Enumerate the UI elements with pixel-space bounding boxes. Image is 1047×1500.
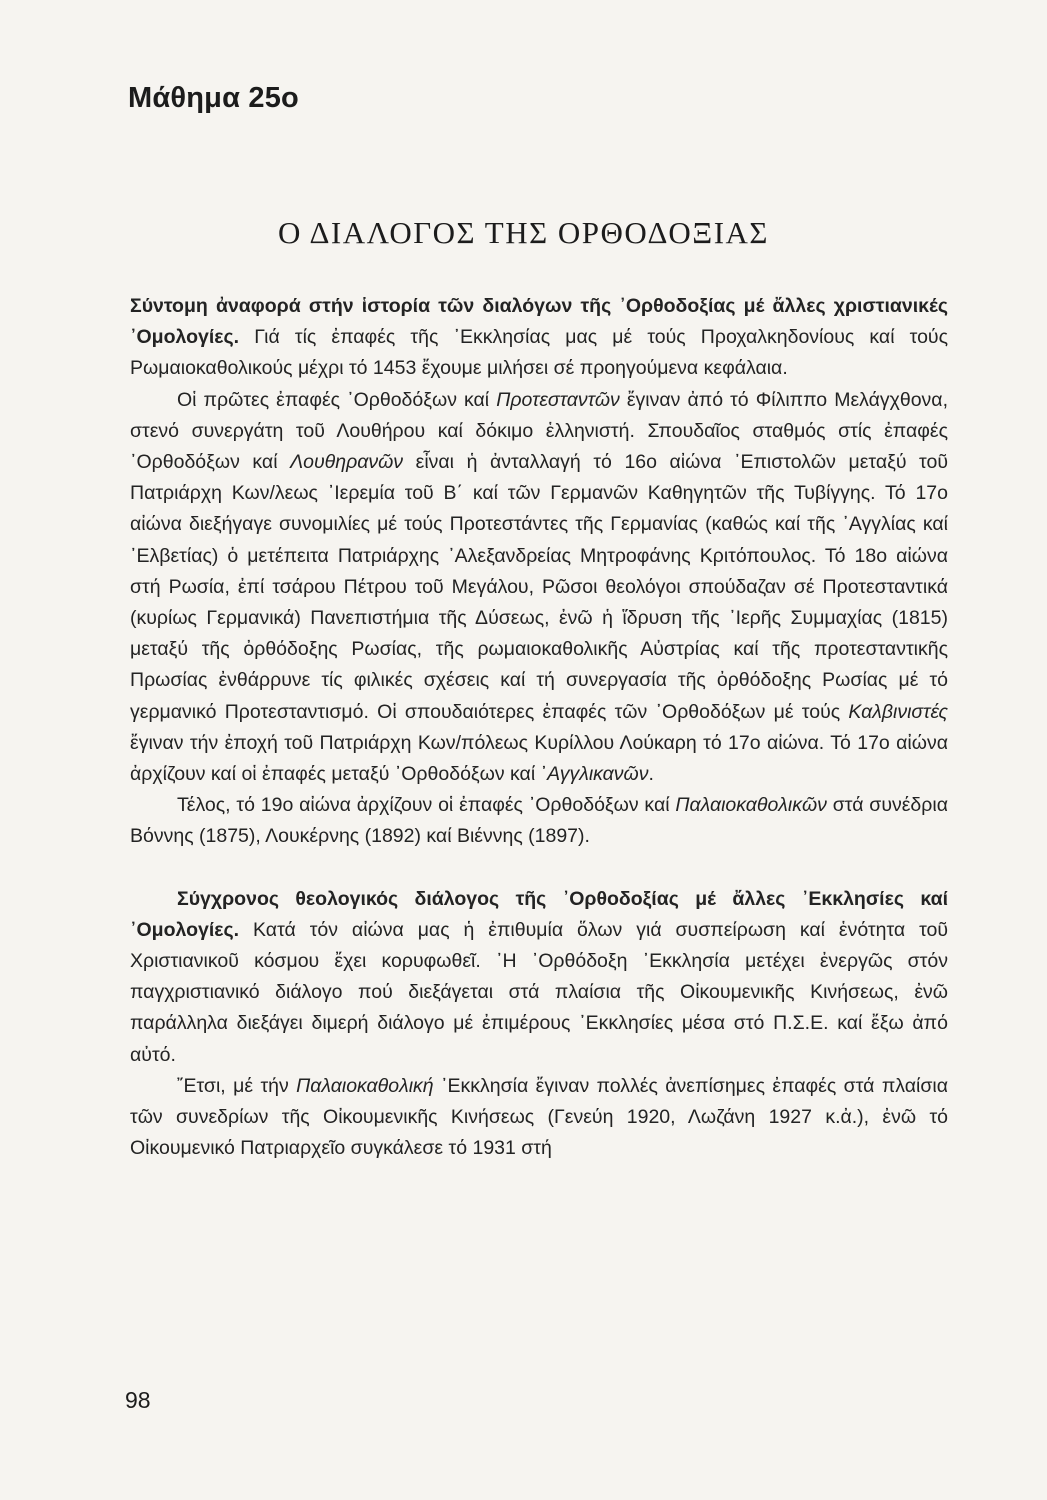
paragraph-old-catholic-church: [130, 1071, 948, 1165]
section-heading-modern: Σύγχρονος θεολογικός διάλογος τῆς ᾽Ορθοδοξίας μέ ἄλλες ᾽Εκκλησίες καί ᾽Ομολογίες.: [130, 887, 948, 941]
text-run: ῎Ετσι, μέ τήν: [177, 1074, 297, 1097]
body-text: [130, 291, 948, 1164]
italic-term: Παλαιοκαθολική: [296, 1074, 434, 1097]
italic-term: Αγγλικανῶν: [547, 763, 649, 786]
text-run: ἔγιναν ἀπό τό Φίλιππο Μελάγχθονα, στενό συνεργάτη τοῦ Λουθήρου καί δόκιμο ἑλληνιστή. Σπουδαῖος σταθμός στίς ἐπαφές ᾽Ορθοδόξων καί: [130, 388, 948, 474]
chapter-title: Ο ΔΙΑΛΟΓΟΣ ΤΗΣ ΟΡΘΟΔΟΞΙΑΣ: [278, 215, 769, 250]
text-run: εἶναι ἡ ἀνταλλαγή τό 16ο αἰώνα ᾽Επιστολῶν μεταξύ τοῦ Πατριάρχη Κων/λεως ᾽Ιερεμία τοῦ Β΄ καί τῶν Γερμανῶν Καθηγητῶν τῆς Τυβίγγης. Τό 17ο αἰώνα διεξήγαγε συνομιλίες μέ τούς Προτεστάντες τῆς Γερμανίας (καθώς καί τῆς ᾽Αγγλίας καί ᾽Ελβετίας) ὁ μετέπειτα Πατριάρχης ᾽Αλεξανδρείας Μητροφάνης Κριτόπουλος. Τό 18ο αἰώνα στή Ρωσία, ἐπί τσάρου Πέτρου τοῦ Μεγάλου, Ρῶσοι θεολόγοι σπούδαζαν σέ Προτεσταντικά (κυρίως Γερμανικά) Πανεπιστήμια τῆς Δύσεως, ἐνῶ ἡ ἵδρυση τῆς ᾽Ιερῆς Συμμαχίας (1815) μεταξύ τῆς ὀρθόδοξης Ρωσίας, τῆς ρωμαιοκαθολικῆς Αὐστρίας καί τῆς προτεσταντικῆς Πρωσίας ἐνθάρρυνε τίς φιλικές σχέσεις καί τή συνεργασία τῆς ὀρθόδοξης Ρωσίας μέ τό γερμανικό Προτεσταντισμό. Οἱ σπουδαιότερες ἐπαφές τῶν ᾽Ορθοδόξων μέ τούς: [130, 451, 948, 723]
paragraph-modern-dialogue: [130, 884, 948, 1071]
italic-term: Παλαιοκαθολικῶν: [675, 794, 827, 817]
text-run: ᾽Εκκλησία ἔγιναν πολλές ἀνεπίσημες ἐπαφές στά πλαίσια τῶν συνεδρίων τῆς Οἰκουμενικῆς Κινήσεως (Γενεύη 1920, Λωζάνη 1927 κ.ἀ.), ἐνῶ τό Οἰκουμενικό Πατριαρχεῖο συγκάλεσε τό 1931 στή: [130, 1074, 948, 1160]
italic-term: Λουθηρανῶν: [290, 451, 404, 474]
paragraph-old-catholics: [130, 790, 948, 852]
section-heading-history: Σύντομη ἀναφορά στήν ἱστορία τῶν διαλόγων τῆς ᾽Ορθοδοξίας μέ ἄλλες χριστιανικές ᾽Ομολογίες.: [130, 295, 948, 349]
text-run: ἔγιναν τήν ἐποχή τοῦ Πατριάρχη Κων/πόλεως Κυρίλλου Λούκαρη τό 17ο αἰώνα. Τό 17ο αἰώνα ἀρχίζουν καί οἱ ἐπαφές μεταξύ ᾽Ορθοδόξων καί ᾽: [130, 731, 948, 786]
history-intro-text: Γιά τίς ἐπαφές τῆς ᾽Εκκλησίας μας μέ τούς Προχαλκηδονίους καί τούς Ρωμαιοκαθολικούς μέχρι τό 1453 ἔχουμε μιλήσει σέ προηγούμενα κεφάλαια.: [130, 326, 948, 380]
modern-intro-text: Κατά τόν αἰώνα μας ἡ ἐπιθυμία ὅλων γιά συσπείρωση καί ἑνότητα τοῦ Χριστιανικοῦ κόσμου ἔχει κορυφωθεῖ. ᾽Η ᾽Ορθόδοξη ᾽Εκκλησία μετέχει ἐνεργῶς στόν παγχριστιανικό διάλογο πού διεξάγεται στά πλαίσια τῆς Οἰκουμενικῆς Κινήσεως, ἐνῶ παράλληλα διεξάγει διμερή διάλογο μέ ἐπιμέρους ᾽Εκκλησίες μέσα στό Π.Σ.Ε. καί ἔξω ἀπό αὐτό.: [130, 918, 948, 1066]
paragraph-protestants: [130, 385, 948, 791]
lesson-label: Μάθημα 25ο: [128, 82, 299, 114]
italic-term: Προτεσταντῶν: [496, 388, 620, 411]
page-number: 98: [125, 1387, 151, 1413]
text-run: .: [648, 763, 654, 786]
paragraph-history: [130, 291, 948, 385]
text-run: Οἱ πρῶτες ἐπαφές ᾽Ορθοδόξων καί: [177, 388, 497, 411]
text-run: στά συνέδρια Βόννης (1875), Λουκέρνης (1892) καί Βιέννης (1897).: [130, 794, 948, 848]
italic-term: Καλβινιστές: [848, 700, 948, 723]
text-run: Τέλος, τό 19ο αἰώνα ἀρχίζουν οἱ ἐπαφές ᾽Ορθοδόξων καί: [177, 794, 676, 817]
